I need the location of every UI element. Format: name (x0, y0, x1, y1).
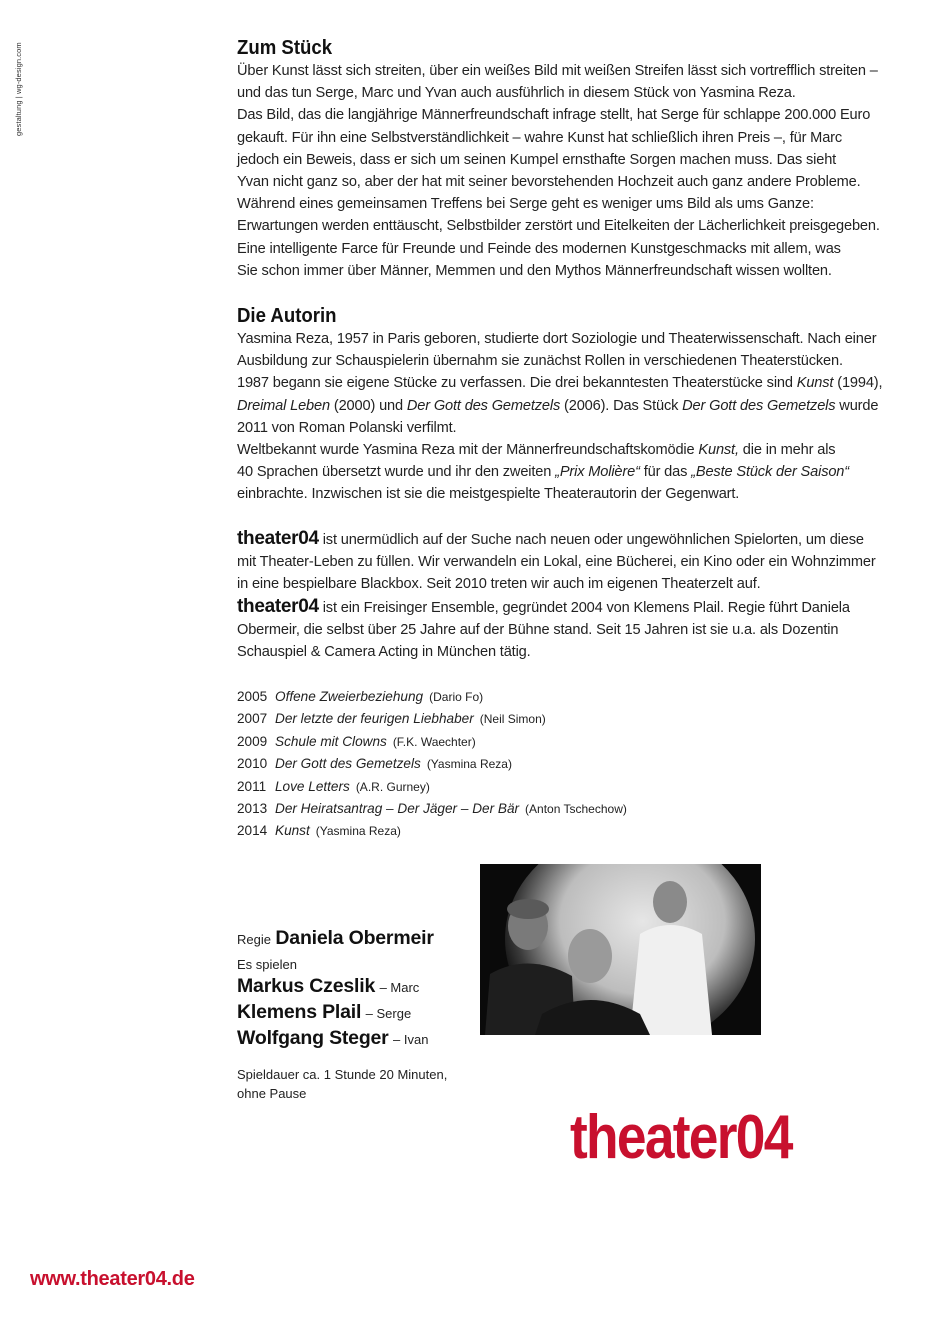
list-item: 2014 Kunst (Yasmina Reza) (237, 823, 401, 839)
design-credit-text: gestaltung | wg-design.com (14, 42, 23, 136)
section-zum-stueck (237, 36, 897, 282)
cast-block (237, 926, 477, 1052)
autorin-line: Ausbildung zur Schauspielerin übernahm sie zunächst Rollen in verschiedenen Theaterstücken. (237, 353, 843, 370)
stueck-line: Sie schon immer über Männer, Memmen und den Mythos Männerfreundschaft wissen wollten. (237, 262, 832, 279)
actor-name: Wolfgang Steger (237, 1027, 389, 1049)
actor-role: – Ivan (393, 1032, 429, 1047)
list-item: 2013 Der Heiratsantrag – Der Jäger – Der Bär (Anton Tschechow) (237, 801, 627, 817)
list-item: 2011 Love Letters (A.R. Gurney) (237, 778, 430, 794)
autorin-line: 2011 von Roman Polanski verfilmt. (237, 419, 457, 436)
autorin-line: Weltbekannt wurde Yasmina Reza mit der Männerfreundschaftskomödie Kunst, die in mehr als (237, 442, 836, 459)
cast-photo (480, 864, 761, 1035)
list-item: 2005 Offene Zweierbeziehung (Dario Fo) (237, 689, 484, 704)
stueck-line: Eine intelligente Farce für Freunde und Feinde des modernen Kunstgeschmacks mit allem, was (237, 240, 841, 257)
stueck-line: Während eines gemeinsamen Treffens bei Serge geht es weniger ums Bild als ums Ganze: (237, 196, 814, 213)
actor-line (237, 974, 477, 1000)
list-item: 2009 Schule mit Clowns (F.K. Waechter) (237, 733, 476, 749)
autorin-line: 40 Sprachen übersetzt wurde und ihr den zweiten „Prix Molière“ für das „Beste Stück der Saison“ (237, 464, 849, 481)
stueck-line: Über Kunst lässt sich streiten, über ein weißes Bild mit weißen Streifen lässt sich vortrefflich streiten – (237, 63, 878, 79)
theater04-logo: theater04 (570, 1103, 792, 1172)
theater-line: theater04 ist unermüdlich auf der Suche nach neuen oder ungewöhnlichen Spielorten, um diese (237, 528, 864, 549)
work-title: Der Gott des Gemetzels (406, 397, 561, 414)
actor-line (237, 1000, 477, 1026)
stueck-line: Erwartungen werden enttäuscht, Selbstbilder zerstört und Eitelkeiten der Lächerlichkeit preisgegeben. (237, 218, 880, 235)
stueck-line: Yvan nicht ganz so, aber der hat mit seiner bevorstehenden Hochzeit auch ganz andere Probleme. (237, 174, 861, 191)
design-credit (14, 36, 28, 136)
list-item: 2010 Der Gott des Gemetzels (Yasmina Reza) (237, 756, 512, 772)
brand-inline: theater04 (237, 595, 319, 617)
actor-role: – Serge (365, 1006, 412, 1021)
stueck-line: und das tun Serge, Marc und Yvan auch ausführlich in diesem Stück von Yasmina Reza. (237, 85, 796, 102)
stueck-line: gekauft. Für ihn eine Selbstverständlichkeit – wahre Kunst hat schließlich ihren Preis –, für Marc (237, 129, 843, 146)
work-title: Dreimal Leben (237, 397, 330, 414)
es-spielen-label: Es spielen (237, 957, 297, 972)
autorin-line: Yasmina Reza, 1957 in Paris geboren, studierte dort Soziologie und Theaterwissenschaft. Nach einer (237, 331, 877, 347)
actor-role: – Marc (379, 980, 420, 995)
autorin-line: 1987 begann sie eigene Stücke zu verfassen. Die drei bekanntesten Theaterstücke sind Kunst (1994), (237, 375, 883, 392)
autorin-line: einbrachte. Inzwischen ist sie die meistgespielte Theaterautorin der Gegenwart. (237, 486, 740, 503)
director-name: Daniela Obermeir (275, 927, 434, 949)
work-title: Der Gott des Gemetzels (682, 397, 836, 414)
brand-inline: theater04 (237, 528, 319, 549)
stueck-line: jedoch ein Beweis, dass er sich um seinen Kumpel ernsthafte Sorgen machen muss. Das sieht (237, 151, 837, 168)
list-item: 2007 Der letzte der feurigen Liebhaber (Neil Simon) (237, 711, 546, 727)
duration-line: Spieldauer ca. 1 Stunde 20 Minuten, (237, 1067, 448, 1082)
theater-line: Schauspiel & Camera Acting in München tätig. (237, 644, 531, 661)
cast-photo-image (480, 864, 761, 1035)
heading-zum-stueck: Zum Stück (237, 37, 333, 59)
actor-line (237, 1026, 477, 1052)
theater-body (237, 528, 897, 663)
regie-label: Regie (237, 932, 271, 947)
stueck-line: Das Bild, das die langjährige Männerfreundschaft infrage stellt, hat Serge für schlappe 200.000 Euro (237, 107, 871, 124)
autorin-body (237, 328, 897, 506)
duration-line: ohne Pause (237, 1085, 307, 1101)
autorin-line: Dreimal Leben (2000) und Der Gott des Gemetzels (2006). Das Stück Der Gott des Gemetzels wurde (237, 397, 879, 414)
award-title: „Beste Stück der Saison“ (691, 464, 849, 481)
director-line (237, 926, 477, 952)
theater-line: theater04 ist ein Freisinger Ensemble, gegründet 2004 von Klemens Plail. Regie führt Daniela (237, 595, 850, 617)
website-link[interactable]: www.theater04.de (30, 1268, 195, 1290)
section-theater04 (237, 528, 897, 663)
work-title: Kunst (796, 375, 834, 392)
actor-name: Markus Czeslik (237, 975, 376, 997)
theater-line: Obermeir, die selbst über 25 Jahre auf der Bühne stand. Seit 15 Jahren ist sie u.a. als Dozentin (237, 621, 839, 638)
productions-list (237, 686, 757, 843)
work-title: Kunst, (698, 442, 739, 459)
section-die-autorin (237, 304, 897, 506)
heading-die-autorin: Die Autorin (237, 305, 337, 327)
award-title: „Prix Molière“ (555, 464, 640, 481)
theater-line: mit Theater-Leben zu füllen. Wir verwandeln ein Lokal, eine Bücherei, ein Kino oder ein Wohnzimmer (237, 554, 876, 571)
theater-line: in eine bespielbare Blackbox. Seit 2010 treten wir auch im eigenen Theaterzelt auf. (237, 576, 761, 593)
duration-info (237, 1066, 497, 1103)
actor-name: Klemens Plail (237, 1001, 362, 1023)
stueck-body (237, 60, 897, 282)
